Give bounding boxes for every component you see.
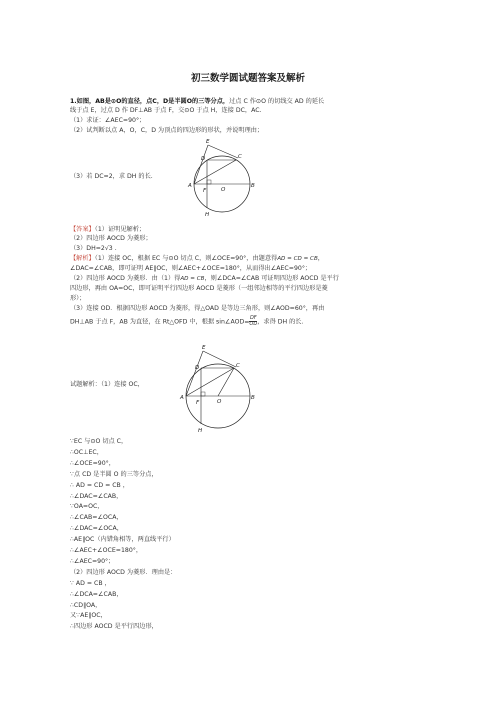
label-h: H bbox=[205, 212, 210, 218]
label-b: B bbox=[251, 183, 255, 189]
analysis-text-1b: ， bbox=[317, 255, 324, 262]
solution-step: ∴OC⊥EC， bbox=[70, 448, 103, 456]
analysis-text-7b: ，求得 DH 的长. bbox=[257, 318, 304, 326]
label-f: F bbox=[203, 188, 207, 194]
label-e: E bbox=[206, 139, 210, 145]
fraction-numerator: DF bbox=[249, 315, 257, 321]
solution-step: ∴∠DAC=∠OCA， bbox=[70, 525, 123, 533]
analysis-line-4: 四边形，再由 OA=OC，即可证明平行四边形 AOCD 是菱形（一组邻边相等的平行四边形是菱 bbox=[70, 285, 328, 292]
answer-3: （3）DH=2√3 . bbox=[70, 245, 117, 252]
analysis-line-5: 形）； bbox=[70, 295, 86, 302]
analysis-line-1 bbox=[70, 255, 430, 263]
label-c: C bbox=[238, 154, 242, 160]
solution-step: ∴∠DAC=∠CAB， bbox=[70, 492, 123, 500]
label-o: O bbox=[217, 399, 222, 405]
solution-step: ∴ AD = CD = CB ， bbox=[70, 481, 129, 489]
label-h: H bbox=[198, 428, 203, 434]
tangent-ec bbox=[203, 351, 236, 367]
solution-step: ∵EC 与⊙O 切点 C， bbox=[70, 438, 128, 445]
solution-step: ∴CD∥OA， bbox=[70, 601, 102, 609]
label-a: A bbox=[188, 183, 192, 189]
label-b: B bbox=[251, 395, 255, 401]
right-angle-mark bbox=[201, 392, 205, 396]
label-o: O bbox=[221, 187, 226, 193]
solution-step: ∴AE∥OC（内错角相等，两直线平行） bbox=[70, 536, 175, 544]
label-d: D bbox=[201, 156, 206, 162]
fraction-denominator: OD bbox=[249, 321, 258, 327]
solution-step: ∵点 CD 是半圆 O 的三等分点， bbox=[70, 470, 158, 478]
label-f: F bbox=[196, 400, 200, 406]
solution-step: ∵ AD = CB ， bbox=[70, 579, 111, 587]
analysis-tag: 【解析】 bbox=[70, 255, 95, 262]
label-d: D bbox=[195, 365, 200, 371]
solution-step: ∴∠OCE=90°， bbox=[70, 459, 115, 467]
answer-line-1 bbox=[70, 226, 430, 234]
analysis-line-7 bbox=[70, 316, 430, 327]
analysis-line-6: （3）连接 OD．根据四边形 AOCD 为菱形，得△OAD 是等边三角形，则∠AOD=60°，再由 bbox=[70, 305, 325, 312]
answer-tag: 【答案】 bbox=[70, 226, 95, 233]
question-1-line-2: 线于点 E，过点 D 作 DF⊥AB 于点 F，交⊙O 于点 H，连接 DC，AC. bbox=[70, 107, 262, 114]
question-number: 1. bbox=[70, 98, 77, 105]
question-part-1: （1）求证：∠AEC=90°； bbox=[70, 117, 146, 124]
question-text: 过点 C 作⊙O 的切线交 AD 的延长 bbox=[229, 98, 325, 105]
solution-step: ∴四边形 AOCD 是平行四边形， bbox=[70, 623, 158, 631]
label-a: A bbox=[180, 395, 184, 401]
question-1-line-1 bbox=[70, 98, 430, 106]
solution-step: ∴∠AEC+∠OCE=180°， bbox=[70, 547, 143, 554]
answer-1: （1）证明见解析； bbox=[94, 226, 146, 233]
solution-step: ∴∠AEC=90°； bbox=[70, 557, 115, 565]
arc-equality: AD = CD = CB bbox=[277, 256, 318, 262]
analysis-line-2: ∠DAC=∠CAB，即可证明 AE∥OC，则∠AEC+∠OCE=180°，从而得出∠AEC=90°； bbox=[70, 265, 312, 272]
label-c: C bbox=[236, 363, 240, 369]
analysis-text-3b: ，则∠DCA=∠CAB 可证明四边形 AOCD 是平行 bbox=[204, 275, 339, 282]
solution-step: （2）四边形 AOCD 为菱形．理由是： bbox=[70, 568, 177, 576]
question-part-3: （3）若 DC=2，求 DH 的长. bbox=[70, 173, 153, 180]
solution-step: ∴∠DCA=∠CAB， bbox=[70, 590, 123, 598]
question-bold-text: 如图，AB是⊙O的直径，点C，D是半圆O的三等分点， bbox=[76, 98, 230, 105]
question-part-2: （2）试判断以点 A，O，C，D 为顶点的四边形的形状，并说明理由； bbox=[70, 127, 264, 134]
solution-step: ∴∠CAB=∠OCA， bbox=[70, 514, 123, 522]
answer-2: （2）四边形 AOCD 为菱形； bbox=[70, 235, 152, 242]
label-e: E bbox=[202, 345, 206, 351]
analysis-text-3a: （2）四边形 AOCD 为菱形．由（1）得 bbox=[70, 275, 181, 282]
analysis-text-1a: （1）连接 OC，根据 EC 与⊙O 切点 C，则∠OCE=90°，由题意得 bbox=[94, 255, 278, 262]
solution-intro: 试题解析：（1）连接 OC， bbox=[70, 381, 144, 388]
page-title: 初三数学圆试题答案及解析 bbox=[190, 73, 305, 84]
solution-step: 又∵AE∥OC， bbox=[70, 612, 107, 620]
analysis-text-7a: DH⊥AB 于点 F，AB 为直径，在 Rt△OFD 中，根据 sin∠AOD= bbox=[70, 318, 250, 326]
segment-ae bbox=[186, 351, 203, 396]
arc-equality-2: AD = CB bbox=[180, 276, 205, 282]
analysis-line-3 bbox=[70, 275, 430, 283]
solution-step: ∵OA=OC， bbox=[70, 503, 104, 511]
